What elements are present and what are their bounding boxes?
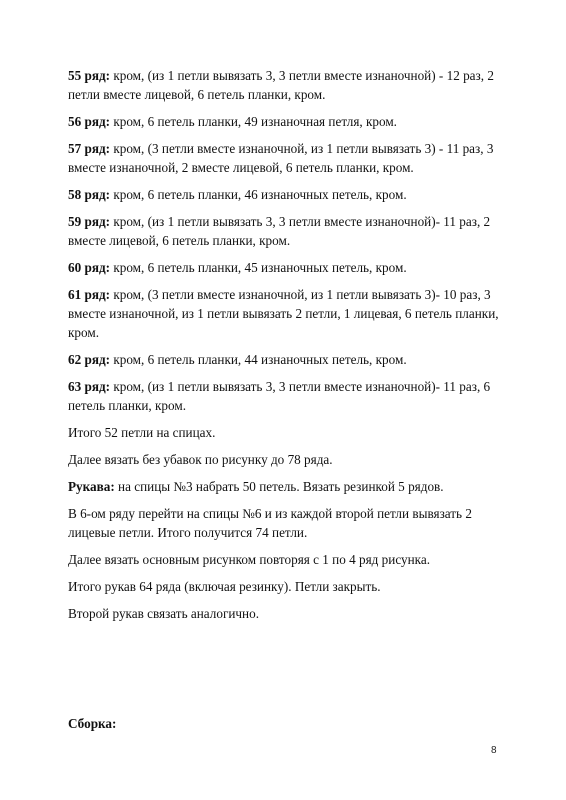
row-label: 57 ряд: [68, 141, 111, 156]
paragraph-text: Далее вязать основным рисунком повторяя с 1 по 4 ряд рисунка. [68, 552, 431, 567]
row-label: 62 ряд: [68, 352, 111, 367]
paragraph-total-stitches [68, 423, 508, 442]
paragraph-text: кром, (из 1 петли вывязать 3, 3 петли вместе изнаночной) - 12 раз, 2 петли вместе лицевой, 6 петель планки, кром. [68, 68, 494, 102]
paragraph-text: на спицы №3 набрать 50 петель. Вязать резинкой 5 рядов. [114, 479, 444, 494]
paragraph-text: кром, 6 петель планки, 46 изнаночных петель, кром. [110, 187, 407, 202]
paragraph-text: кром, (3 петли вместе изнаночной, из 1 петли вывязать 3) - 11 раз, 3 вместе изнаночной, 2 вместе лицевой, 6 петель планки, кром. [68, 141, 494, 175]
paragraph-row-57 [68, 139, 508, 177]
paragraph-row-58 [68, 185, 508, 204]
paragraph-sleeve-row-6 [68, 504, 508, 542]
paragraph-continue-pattern [68, 450, 508, 469]
row-label: 56 ряд: [68, 114, 111, 129]
paragraph-second-sleeve [68, 604, 508, 623]
row-label: 58 ряд: [68, 187, 111, 202]
paragraph-text: Итого 52 петли на спицах. [68, 425, 216, 440]
row-label: 61 ряд: [68, 287, 111, 302]
row-label: 63 ряд: [68, 379, 111, 394]
paragraph-text: кром, 6 петель планки, 49 изнаночная петля, кром. [110, 114, 397, 129]
paragraph-row-63 [68, 377, 508, 415]
paragraph-text: кром, 6 петель планки, 44 изнаночных петель, кром. [110, 352, 407, 367]
paragraph-sleeves [68, 477, 508, 496]
paragraph-sleeve-main-pattern [68, 550, 508, 569]
paragraph-text: Итого рукав 64 ряда (включая резинку). Петли закрыть. [68, 579, 381, 594]
paragraph-text: Далее вязать без убавок по рисунку до 78 ряда. [68, 452, 333, 467]
row-label: 60 ряд: [68, 260, 111, 275]
paragraph-text: Второй рукав связать аналогично. [68, 606, 259, 621]
paragraph-sleeve-total [68, 577, 508, 596]
paragraph-text: кром, 6 петель планки, 45 изнаночных петель, кром. [110, 260, 407, 275]
paragraph-row-55 [68, 66, 508, 104]
row-label: 55 ряд: [68, 68, 111, 83]
paragraph-row-61 [68, 285, 508, 342]
assembly-heading: Сборка: [68, 716, 117, 731]
row-label: 59 ряд: [68, 214, 111, 229]
paragraph-row-56 [68, 112, 508, 131]
paragraph-row-59 [68, 212, 508, 250]
paragraph-text: кром, (из 1 петли вывязать 3, 3 петли вместе изнаночной)- 11 раз, 2 вместе лицевой, 6 петель планки, кром. [68, 214, 491, 248]
paragraph-text: кром, (из 1 петли вывязать 3, 3 петли вместе изнаночной)- 11 раз, 6 петель планки, кром. [68, 379, 491, 413]
paragraph-row-60 [68, 258, 508, 277]
paragraph-row-62 [68, 350, 508, 369]
page-number: 8 [491, 745, 497, 756]
section-label: Рукава: [68, 479, 115, 494]
paragraph-text: кром, (3 петли вместе изнаночной, из 1 петли вывязать 3)- 10 раз, 3 вместе изнаночной, из 1 петли вывязать 2 петли, 1 лицевая, 6 петель планки, кром. [68, 287, 499, 340]
document-body [68, 66, 508, 631]
paragraph-text: В 6-ом ряду перейти на спицы №6 и из каждой второй петли вывязать 2 лицевые петли. Итого получится 74 петли. [68, 506, 472, 540]
